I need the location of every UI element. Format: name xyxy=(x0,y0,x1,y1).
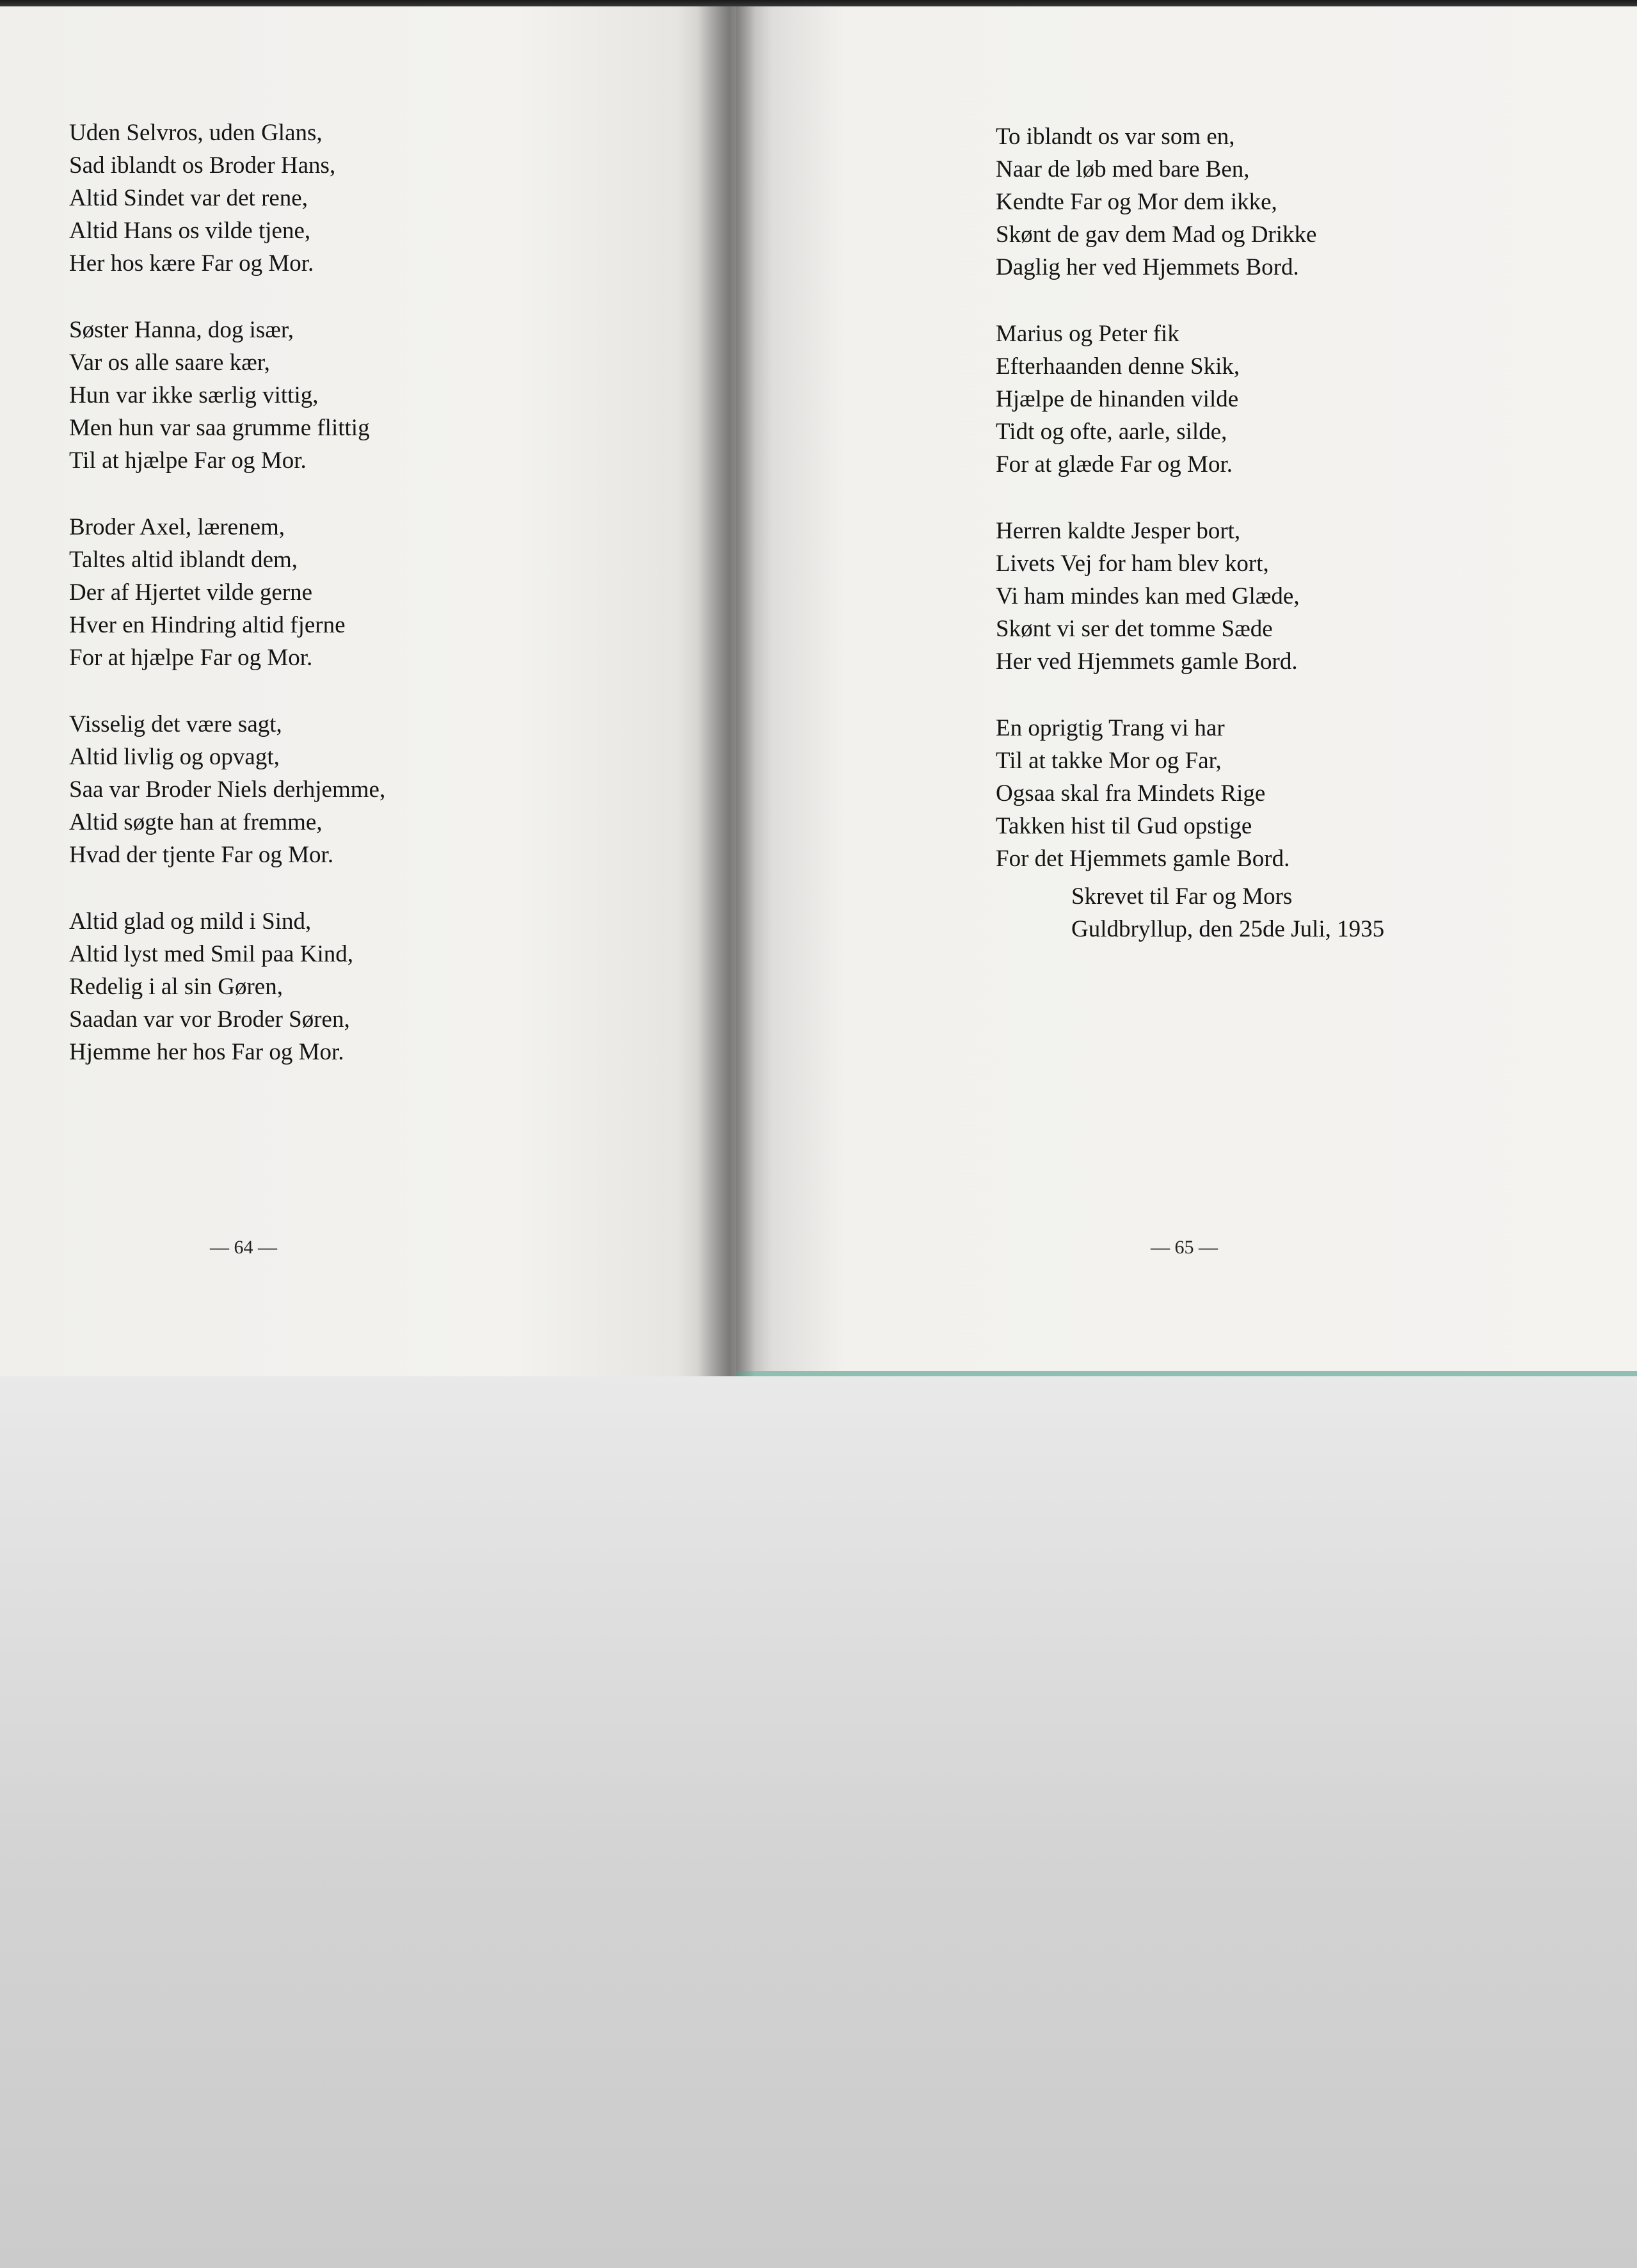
verse-line: Her hos kære Far og Mor. xyxy=(69,250,314,277)
stanza xyxy=(69,905,709,1068)
stanza xyxy=(996,712,1508,875)
poem-signature xyxy=(1071,880,1508,945)
verse-line: Var os alle saare kær, xyxy=(69,350,270,376)
verse-line: Hun var ikke særlig vittig, xyxy=(69,382,319,408)
verse-line: For at glæde Far og Mor. xyxy=(996,451,1233,478)
verse-line: Hjemme her hos Far og Mor. xyxy=(69,1039,344,1065)
verse-line: Men hun var saa grumme flittig xyxy=(69,415,370,441)
left-page xyxy=(0,6,736,1376)
verse-line: Vi ham mindes kan med Glæde, xyxy=(996,583,1300,609)
verse-line: Tidt og ofte, aarle, silde, xyxy=(996,419,1227,445)
signature-line: Guldbryllup, den 25de Juli, 1935 xyxy=(1071,916,1385,942)
verse-line: Altid livlig og opvagt, xyxy=(69,744,280,770)
verse-line: For det Hjemmets gamle Bord. xyxy=(996,846,1290,872)
verse-line: Ogsaa skal fra Mindets Rige xyxy=(996,780,1266,807)
verse-line: Søster Hanna, dog især, xyxy=(69,317,294,343)
verse-line: Hvad der tjente Far og Mor. xyxy=(69,842,334,868)
stanza xyxy=(69,314,709,477)
left-poem xyxy=(69,117,709,1102)
verse-line: To iblandt os var som en, xyxy=(996,124,1235,150)
verse-line: Visselig det være sagt, xyxy=(69,711,282,737)
stanza xyxy=(996,120,1508,284)
stanza xyxy=(996,318,1508,481)
verse-line: Til at hjælpe Far og Mor. xyxy=(69,447,307,474)
page-number: — 65 — xyxy=(1151,1237,1218,1258)
verse-line: Taltes altid iblandt dem, xyxy=(69,547,298,573)
verse-line: Saa var Broder Niels derhjemme, xyxy=(69,776,386,803)
right-poem xyxy=(996,120,1508,945)
verse-line: Altid Sindet var det rene, xyxy=(69,185,308,211)
verse-line: Altid lyst med Smil paa Kind, xyxy=(69,941,353,967)
stanza xyxy=(996,515,1508,678)
verse-line: Hjælpe de hinanden vilde xyxy=(996,386,1239,412)
verse-line: Altid søgte han at fremme, xyxy=(69,809,323,835)
verse-line: Broder Axel, lærenem, xyxy=(69,514,285,540)
scanner-bed-background xyxy=(0,1376,1637,2268)
verse-line: Efterhaanden denne Skik, xyxy=(996,353,1240,380)
verse-line: For at hjælpe Far og Mor. xyxy=(69,645,313,671)
verse-line: Daglig her ved Hjemmets Bord. xyxy=(996,254,1299,280)
verse-line: Til at takke Mor og Far, xyxy=(996,748,1222,774)
verse-line: En oprigtig Trang vi har xyxy=(996,715,1225,741)
verse-line: Hver en Hindring altid fjerne xyxy=(69,612,346,638)
verse-line: Skønt vi ser det tomme Sæde xyxy=(996,616,1273,642)
verse-line: Altid Hans os vilde tjene, xyxy=(69,218,311,244)
verse-line: Saadan var vor Broder Søren, xyxy=(69,1006,350,1033)
verse-line: Livets Vej for ham blev kort, xyxy=(996,551,1269,577)
verse-line: Skønt de gav dem Mad og Drikke xyxy=(996,221,1317,248)
verse-line: Redelig i al sin Gøren, xyxy=(69,974,283,1000)
signature-line: Skrevet til Far og Mors xyxy=(1071,883,1293,910)
book-gutter-shadow xyxy=(698,6,755,1376)
verse-line: Naar de løb med bare Ben, xyxy=(996,156,1250,182)
verse-line: Der af Hjertet vilde gerne xyxy=(69,579,313,606)
verse-line: Sad iblandt os Broder Hans, xyxy=(69,152,336,179)
verse-line: Uden Selvros, uden Glans, xyxy=(69,120,323,146)
book-spread xyxy=(0,6,1637,1376)
verse-line: Her ved Hjemmets gamle Bord. xyxy=(996,648,1298,675)
verse-line: Takken hist til Gud opstige xyxy=(996,813,1252,839)
verse-line: Herren kaldte Jesper bort, xyxy=(996,518,1241,544)
verse-line: Kendte Far og Mor dem ikke, xyxy=(996,189,1277,215)
verse-line: Altid glad og mild i Sind, xyxy=(69,908,312,935)
stanza xyxy=(69,117,709,280)
page-number: — 64 — xyxy=(210,1237,277,1258)
verse-line: Marius og Peter fik xyxy=(996,321,1179,347)
stanza xyxy=(69,708,709,871)
stanza xyxy=(69,511,709,674)
